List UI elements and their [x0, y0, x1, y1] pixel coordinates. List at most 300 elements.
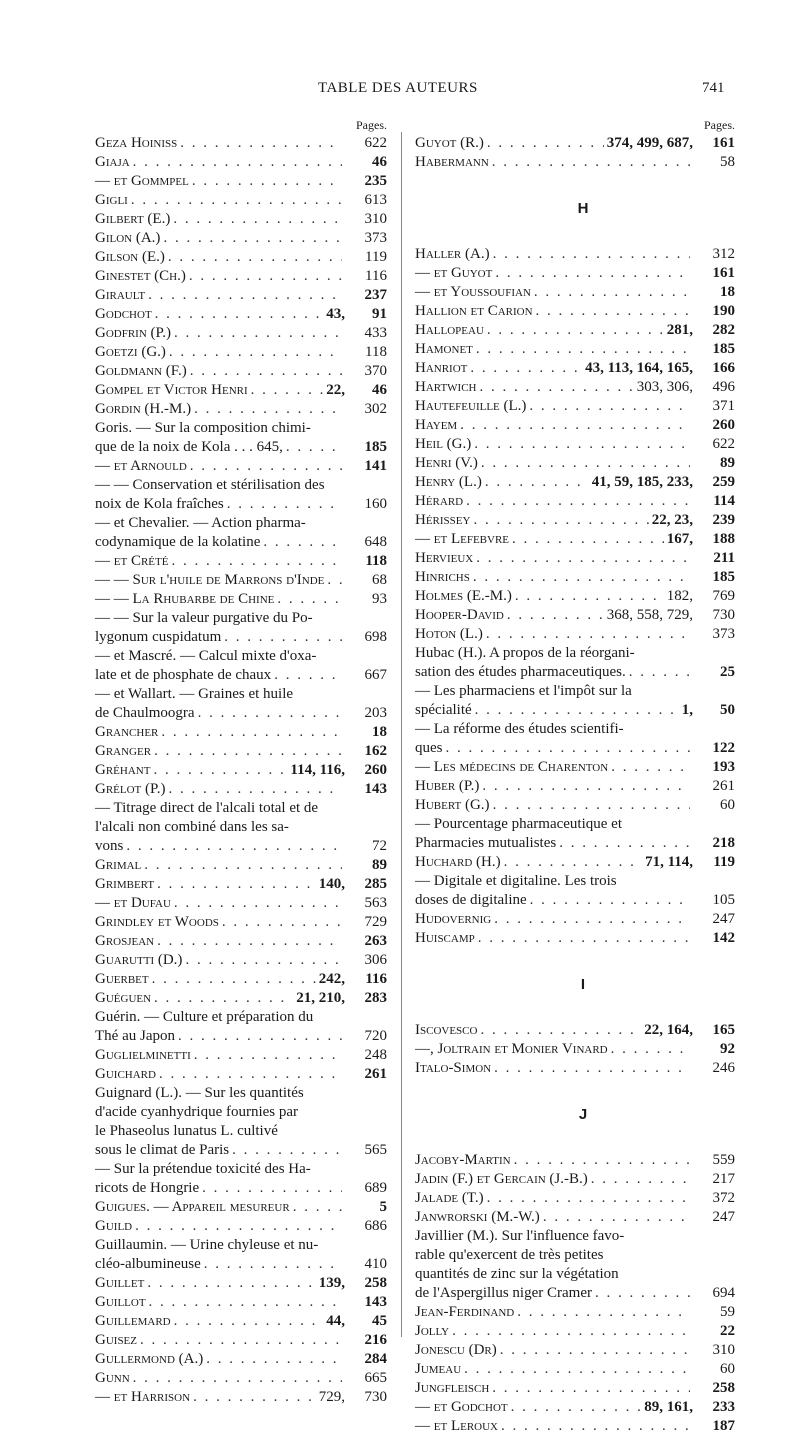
entry-pages: 211 [713, 550, 735, 566]
entry-pages: 18 [372, 724, 387, 740]
entry-pages: 185 [712, 341, 735, 357]
index-entry [415, 1398, 735, 1417]
dot-leader [446, 739, 691, 758]
index-entry [415, 511, 735, 530]
entry-pages: 410 [364, 1256, 387, 1272]
author-name: Italo-Simon [415, 1060, 492, 1076]
left-column [95, 116, 387, 1405]
index-entry [415, 283, 735, 302]
index-entry [95, 1084, 387, 1160]
entry-pages: 667 [364, 667, 387, 683]
entry-text: ricots de Hongrie [95, 1180, 200, 1196]
entry-pages: 565 [364, 1142, 387, 1158]
entry-pages: 730 [712, 607, 735, 623]
entry-text: l'alcali non combiné dans les sa- [95, 819, 289, 835]
author-name: — — La Rhubarbe de Chine [95, 591, 275, 607]
index-entry [95, 1388, 387, 1407]
index-entry [415, 549, 735, 568]
author-index-list [415, 134, 735, 172]
dot-leader [495, 264, 690, 283]
index-entry [95, 514, 387, 552]
entry-pages: 46 [372, 382, 387, 398]
entry-refs: 140, [318, 876, 345, 892]
dot-leader [194, 400, 342, 419]
index-entry [415, 530, 735, 549]
index-entry [415, 1341, 735, 1360]
index-entry [415, 340, 735, 359]
entry-pages: 698 [364, 629, 387, 645]
entry-refs: 22, [326, 382, 345, 398]
entry-pages: 25 [720, 664, 735, 680]
author-name: Habermann [415, 154, 489, 170]
entry-text: — et Chevalier. — Action pharma- [95, 515, 306, 531]
index-entry [95, 799, 387, 856]
dot-leader [163, 229, 342, 248]
entry-text: rable qu'exercent de très petites [415, 1247, 604, 1263]
dot-leader [157, 932, 342, 951]
dot-leader [227, 495, 342, 514]
dot-leader [480, 1021, 641, 1040]
author-name: Guillemard [95, 1313, 171, 1329]
entry-text: — Les pharmaciens et l'impôt sur la [415, 683, 632, 699]
dot-leader [189, 267, 342, 286]
dot-leader [478, 929, 690, 948]
author-name: Gordin (H.-M.) [95, 401, 192, 417]
dot-leader [148, 286, 342, 305]
entry-pages: 694 [712, 1285, 735, 1301]
entry-pages: 185 [712, 569, 735, 585]
author-name: Guarutti (D.) [95, 952, 183, 968]
index-entry [95, 248, 387, 267]
entry-refs: 44, [326, 1313, 345, 1329]
entry-pages: 622 [712, 436, 735, 452]
index-entry [415, 416, 735, 435]
author-name: Grimbert [95, 876, 155, 892]
entry-pages: 143 [364, 1294, 387, 1310]
entry-pages: 247 [712, 911, 735, 927]
dot-leader [501, 1417, 690, 1436]
entry-pages: 68 [372, 572, 387, 588]
entry-pages: 433 [364, 325, 387, 341]
entry-pages: 263 [364, 933, 387, 949]
right-column [415, 116, 735, 1434]
entry-refs: 22, 164, [644, 1022, 693, 1038]
entry-pages: 116 [365, 268, 387, 284]
author-name: Huiscamp [415, 930, 475, 946]
dot-leader [487, 1189, 690, 1208]
entry-pages: 118 [365, 344, 387, 360]
index-entry [95, 267, 387, 286]
index-entry [415, 1059, 735, 1078]
entry-pages: 310 [712, 1342, 735, 1358]
dot-leader [512, 530, 664, 549]
entry-pages: 188 [712, 531, 735, 547]
dot-leader [157, 875, 316, 894]
entry-text: sation des études pharmaceutiques. [415, 664, 626, 680]
index-entry [95, 343, 387, 362]
entry-text: de l'Aspergillus niger Cramer [415, 1285, 592, 1301]
index-entry [95, 780, 387, 799]
index-entry [95, 1065, 387, 1084]
index-entry [95, 951, 387, 970]
entry-refs: 71, 114, [645, 854, 693, 870]
author-name: Hallion et Carion [415, 303, 533, 319]
entry-text: — et Mascré. — Calcul mixte d'oxa- [95, 648, 317, 664]
entry-pages: 93 [372, 591, 387, 607]
index-entry [95, 1217, 387, 1236]
entry-pages: 312 [712, 246, 735, 262]
author-name: Huchard (H.) [415, 854, 501, 870]
author-name: Granger [95, 743, 152, 759]
index-entry [95, 1008, 387, 1046]
entry-pages: 259 [712, 474, 735, 490]
dot-leader [629, 663, 690, 682]
entry-pages: 60 [720, 1361, 735, 1377]
author-name: Guillot [95, 1294, 146, 1310]
entry-text: Pharmacies mutualistes [415, 835, 557, 851]
entry-text: Javillier (M.). Sur l'influence favo- [415, 1228, 625, 1244]
index-entry [415, 758, 735, 777]
index-entry [95, 286, 387, 305]
entry-pages: 46 [372, 154, 387, 170]
author-name: Guyot (R.) [415, 135, 484, 151]
index-entry [415, 910, 735, 929]
index-entry [95, 590, 387, 609]
author-name: — et Youssoufian [415, 284, 531, 300]
index-entry [95, 153, 387, 172]
index-entry [95, 1198, 387, 1217]
index-entry [95, 476, 387, 514]
author-name: Giaja [95, 154, 130, 170]
index-entry [95, 1331, 387, 1350]
author-name: Hudovernig [415, 911, 492, 927]
entry-text: — et Wallart. — Graines et huile [95, 686, 294, 702]
entry-text: — Sur la prétendue toxicité des Ha- [95, 1161, 311, 1177]
author-name: Hanriot [415, 360, 468, 376]
author-name: Hartwich [415, 379, 477, 395]
entry-text: quantités de zinc sur la végétation [415, 1266, 619, 1282]
entry-refs: 114, 116, [290, 762, 345, 778]
author-name: Guigues. — Appareil mesureur [95, 1199, 290, 1215]
author-name: Jean-Ferdinand [415, 1304, 515, 1320]
author-name: Haller (A.) [415, 246, 490, 262]
entry-pages: 282 [712, 322, 735, 338]
author-name: Jalade (T.) [415, 1190, 484, 1206]
dot-leader [487, 321, 664, 340]
index-entry [95, 229, 387, 248]
index-entry [415, 625, 735, 644]
entry-pages: 141 [364, 458, 387, 474]
dot-leader [534, 283, 690, 302]
author-name: Jungfleisch [415, 1380, 490, 1396]
entry-pages: 689 [364, 1180, 387, 1196]
pages-column-label: Pages. [704, 118, 735, 132]
author-name: — et Godchot [415, 1399, 508, 1415]
dot-leader [595, 1284, 690, 1303]
entry-pages: 22 [720, 1323, 735, 1339]
entry-pages: 285 [364, 876, 387, 892]
entry-pages: 613 [364, 192, 387, 208]
index-entry [415, 264, 735, 283]
index-entry [415, 777, 735, 796]
entry-pages: 105 [712, 892, 735, 908]
entry-text: — Titrage direct de l'alcali total et de [95, 800, 319, 816]
dot-leader [192, 172, 342, 191]
dot-leader [481, 454, 690, 473]
index-entry [415, 1170, 735, 1189]
dot-leader [529, 397, 690, 416]
entry-pages: 258 [364, 1275, 387, 1291]
entry-pages: 306 [364, 952, 387, 968]
dot-leader [154, 989, 293, 1008]
index-entry [95, 1160, 387, 1198]
entry-pages: 162 [364, 743, 387, 759]
dot-leader [473, 511, 648, 530]
author-name: — et Arnould [95, 458, 187, 474]
index-entry [95, 381, 387, 400]
dot-leader [536, 302, 690, 321]
index-entry [415, 302, 735, 321]
dot-leader [180, 134, 342, 153]
dot-leader [494, 1059, 690, 1078]
dot-leader [504, 853, 642, 872]
dot-leader [482, 777, 690, 796]
entry-refs: 242, [318, 971, 345, 987]
index-entry [415, 473, 735, 492]
author-name: Jacoby-Martin [415, 1152, 511, 1168]
author-name: Gréhant [95, 762, 151, 778]
dot-leader [543, 1208, 690, 1227]
author-name: Guild [95, 1218, 133, 1234]
entry-text: que de la noix de Kola . . . 645, [95, 439, 283, 455]
index-entry [415, 454, 735, 473]
entry-pages: 729 [364, 914, 387, 930]
entry-text: le Phaseolus lunatus L. cultivé [95, 1123, 278, 1139]
dot-leader [277, 590, 342, 609]
author-name: Godfrin (P.) [95, 325, 171, 341]
author-name: Grélot (P.) [95, 781, 166, 797]
entry-pages: 5 [379, 1199, 387, 1215]
entry-pages: 119 [365, 249, 387, 265]
author-name: Huber (P.) [415, 778, 480, 794]
author-name: Guerbet [95, 971, 149, 987]
dot-leader [559, 834, 690, 853]
dot-leader [185, 951, 342, 970]
entry-pages: 165 [712, 1022, 735, 1038]
index-entry [415, 1360, 735, 1379]
entry-pages: 119 [713, 854, 735, 870]
author-name: Hayem [415, 417, 458, 433]
dot-leader [168, 248, 342, 267]
dot-leader [485, 473, 589, 492]
index-entry [415, 796, 735, 815]
dot-leader [204, 1255, 342, 1274]
entry-pages: 665 [364, 1370, 387, 1386]
index-entry [415, 815, 735, 853]
dot-leader [149, 1293, 342, 1312]
entry-refs: 368, 558, 729, [606, 607, 693, 623]
entry-pages: 239 [712, 512, 735, 528]
index-entry [95, 742, 387, 761]
entry-refs: 281, [666, 322, 693, 338]
index-entry [415, 1227, 735, 1303]
entry-pages: 217 [712, 1171, 735, 1187]
index-entry [415, 134, 735, 153]
dot-leader [293, 1198, 342, 1217]
index-entry [415, 1040, 735, 1059]
entry-pages: 18 [720, 284, 735, 300]
entry-pages: 218 [712, 835, 735, 851]
dot-leader [466, 492, 690, 511]
entry-pages: 190 [712, 303, 735, 319]
author-name: Ginestet (Ch.) [95, 268, 186, 284]
entry-refs: 43, [326, 306, 345, 322]
author-name: Gullermond (A.) [95, 1351, 204, 1367]
index-entry [415, 1189, 735, 1208]
dot-leader [155, 305, 324, 324]
dot-leader [144, 856, 342, 875]
index-entry [415, 720, 735, 758]
index-entry [415, 1417, 735, 1436]
entry-pages: 114 [713, 493, 735, 509]
author-name: Hervieux [415, 550, 474, 566]
dot-leader [198, 704, 342, 723]
page-header [0, 80, 800, 104]
index-entry [95, 571, 387, 590]
author-name: Hubert (G.) [415, 797, 490, 813]
dot-leader [135, 1217, 342, 1236]
dot-leader [190, 362, 342, 381]
index-entry [95, 609, 387, 647]
author-name: Girault [95, 287, 146, 303]
index-entry [95, 419, 387, 457]
author-name: — et Harrison [95, 1389, 191, 1405]
entry-pages: 373 [364, 230, 387, 246]
dot-leader [263, 533, 342, 552]
entry-pages: 161 [712, 265, 735, 281]
entry-pages: 559 [712, 1152, 735, 1168]
author-name: Henri (V.) [415, 455, 478, 471]
entry-pages: 496 [712, 379, 735, 395]
author-name: Geza Hoiniss [95, 135, 178, 151]
dot-leader [131, 191, 342, 210]
index-entry [95, 1350, 387, 1369]
entry-text: ques [415, 740, 443, 756]
dot-leader [480, 378, 634, 397]
dot-leader [140, 1331, 342, 1350]
index-entry [415, 568, 735, 587]
entry-pages: 45 [372, 1313, 387, 1329]
entry-refs: 41, 59, 185, 233, [591, 474, 693, 490]
dot-leader [611, 1040, 690, 1059]
dot-leader [327, 571, 342, 590]
entry-text: late et de phosphate de chaux [95, 667, 272, 683]
dot-leader [232, 1141, 342, 1160]
entry-text: Guignard (L.). — Sur les quantités [95, 1085, 304, 1101]
author-name: Grancher [95, 724, 159, 740]
dot-leader [174, 1312, 324, 1331]
author-name: Hallopeau [415, 322, 484, 338]
entry-refs: 303, 306, [636, 379, 693, 395]
dot-leader [126, 837, 342, 856]
entry-pages: 118 [365, 553, 387, 569]
index-entry [95, 685, 387, 723]
dot-leader [452, 1322, 690, 1341]
entry-pages: 261 [364, 1066, 387, 1082]
dot-leader [133, 153, 342, 172]
entry-text: Guérin. — Culture et préparation du [95, 1009, 314, 1025]
entry-pages: 371 [712, 398, 735, 414]
entry-text: Thé au Japon [95, 1028, 175, 1044]
index-entry [415, 606, 735, 625]
entry-pages: 260 [712, 417, 735, 433]
entry-pages: 283 [364, 990, 387, 1006]
index-entry [95, 989, 387, 1008]
entry-pages: 720 [364, 1028, 387, 1044]
dot-leader [591, 1170, 690, 1189]
index-entry [415, 587, 735, 606]
entry-pages: 622 [364, 135, 387, 151]
author-name: Grindley et Woods [95, 914, 219, 930]
entry-pages: 193 [712, 759, 735, 775]
index-entry [95, 305, 387, 324]
entry-refs: 374, 499, 687, [606, 135, 693, 151]
entry-text: spécialité [415, 702, 472, 718]
index-entry [95, 1312, 387, 1331]
index-entry [415, 1379, 735, 1398]
index-entry [95, 723, 387, 742]
author-name: — Les médecins de Charenton [415, 759, 609, 775]
author-name: Hamonet [415, 341, 473, 357]
dot-leader [475, 701, 679, 720]
dot-leader [474, 435, 690, 454]
index-entry [415, 492, 735, 511]
entry-text: lygonum cuspidatum [95, 629, 222, 645]
dot-leader [611, 758, 690, 777]
dot-leader [174, 894, 342, 913]
author-name: — — Sur l'huile de Marrons d'Inde [95, 572, 325, 588]
author-name: —, Joltrain et Monier Vinard [415, 1041, 608, 1057]
entry-pages: 258 [712, 1380, 735, 1396]
index-entry [95, 324, 387, 343]
author-name: Gompel et Victor Henri [95, 382, 248, 398]
entry-pages: 92 [720, 1041, 735, 1057]
author-name: Guisez [95, 1332, 137, 1348]
index-entry [415, 245, 735, 264]
entry-text: codynamique de la kolatine [95, 534, 261, 550]
author-name: Godchot [95, 306, 152, 322]
dot-leader [470, 359, 582, 378]
author-name: Jonescu (Dr) [415, 1342, 497, 1358]
entry-text: sous le climat de Paris [95, 1142, 230, 1158]
author-name: Holmes (E.-M.) [415, 588, 512, 604]
entry-refs: 21, 210, [296, 990, 345, 1006]
entry-refs: 182, [666, 588, 693, 604]
dot-leader [251, 381, 324, 400]
dot-leader [178, 1027, 342, 1046]
index-entry [95, 1293, 387, 1312]
dot-leader [206, 1350, 342, 1369]
entry-refs: 1, [681, 702, 693, 718]
entry-text: cléo-albumineuse [95, 1256, 201, 1272]
author-name: Gilbert (E.) [95, 211, 171, 227]
entry-pages: 216 [364, 1332, 387, 1348]
dot-leader [460, 416, 690, 435]
dot-leader [224, 628, 342, 647]
author-name: — et Lefebvre [415, 531, 509, 547]
entry-pages: 648 [364, 534, 387, 550]
dot-leader [464, 1360, 690, 1379]
